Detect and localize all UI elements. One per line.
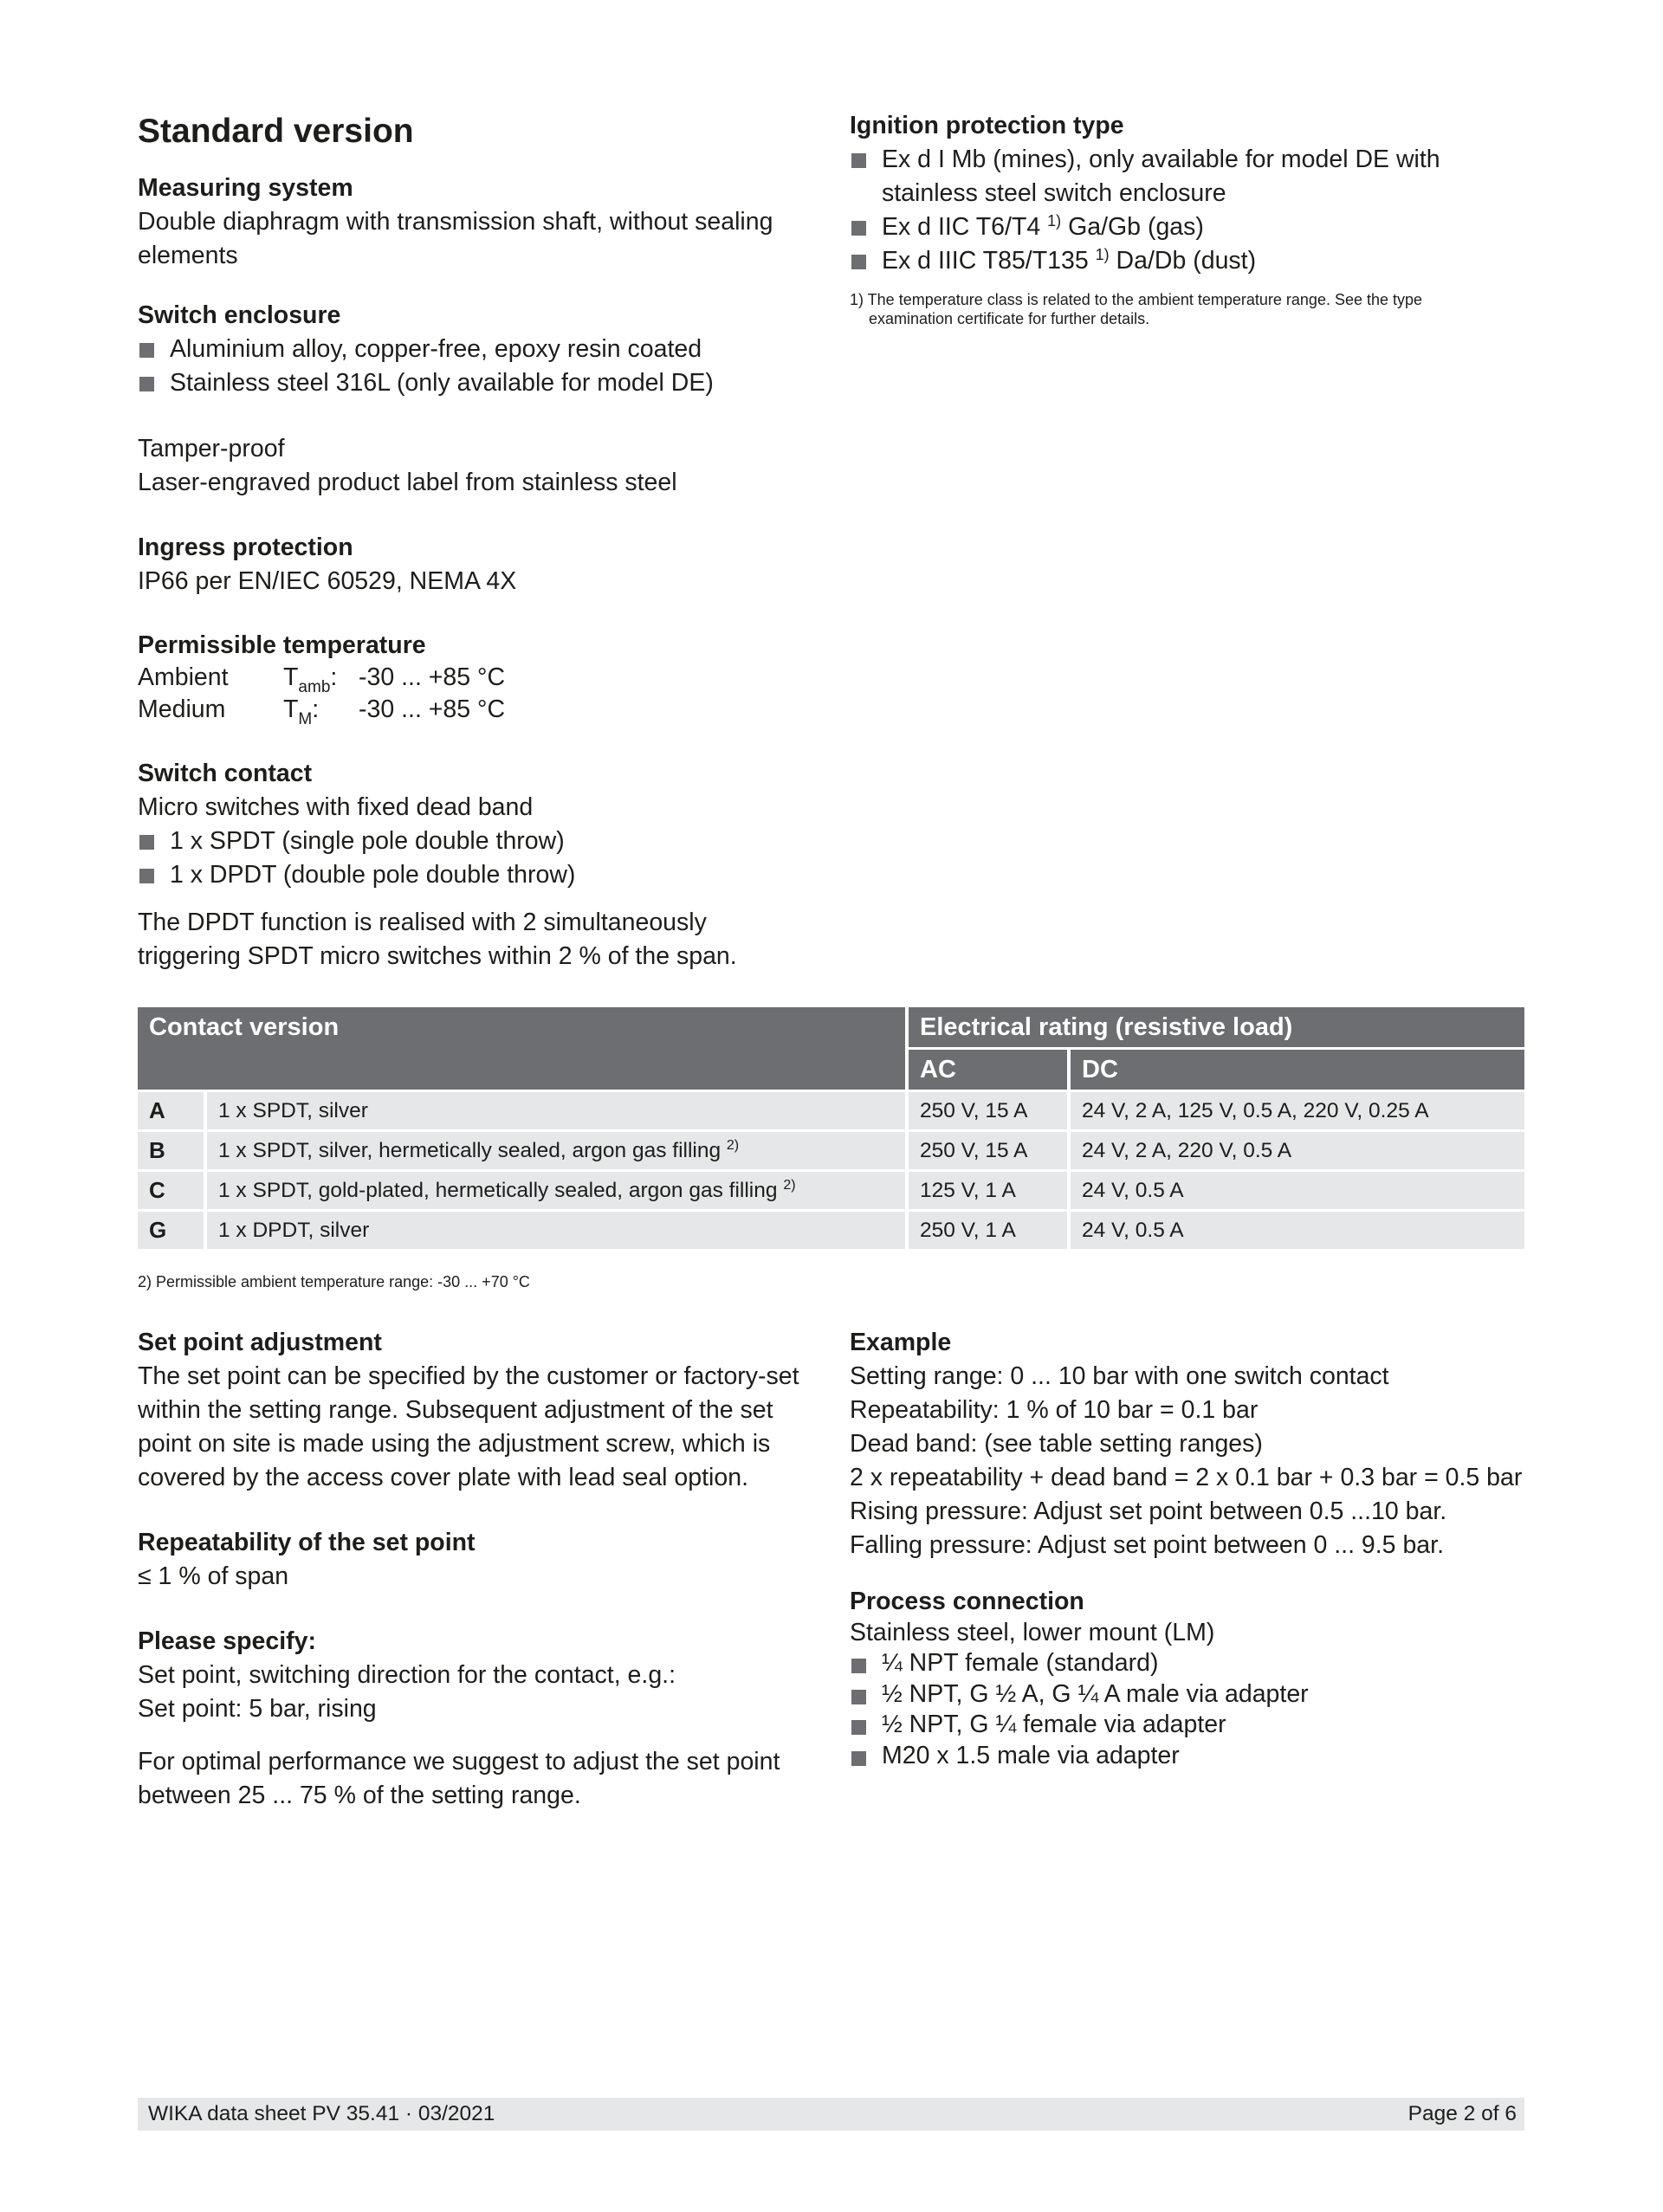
setpoint-block [138, 1326, 805, 1495]
temp-label: Medium [138, 695, 226, 723]
list-item: ½ NPT, G ½ A, G ¼ A male via adapter [850, 1679, 1543, 1711]
table-header-dc: DC [1067, 1047, 1524, 1090]
temp-label: Ambient [138, 663, 229, 691]
temperature-row-medium [138, 694, 805, 726]
example-heading: Example [850, 1329, 952, 1356]
list-item: Stainless steel 316L (only available for model DE) [138, 366, 805, 400]
temperature-block [138, 630, 805, 726]
list-item: ½ NPT, G ¼ female via adapter [850, 1710, 1543, 1741]
switch-contact-block [138, 757, 805, 973]
ignition-list [850, 143, 1543, 278]
please-specify-heading: Please specify: [138, 1627, 316, 1655]
table-row [138, 1209, 1524, 1249]
contact-code: A [138, 1090, 204, 1129]
optimal-performance-text: For optimal performance we suggest to adjust the set point between 25 ... 75 % of the setting range. [138, 1748, 780, 1809]
switch-contact-note: The DPDT function is realised with 2 simultaneously triggering SPDT micro switches within 2 % of the span. [138, 909, 737, 970]
page-footer [138, 2098, 1524, 2131]
table-row [138, 1129, 1524, 1169]
measuring-system-heading: Measuring system [138, 174, 353, 202]
contact-description: 1 x DPDT, silver [204, 1209, 905, 1249]
dc-rating: 24 V, 2 A, 220 V, 0.5 A [1067, 1129, 1524, 1169]
temperature-heading: Permissible temperature [138, 631, 426, 659]
ignition-footnote: 1) The temperature class is related to the ambient temperature range. See the type examination certificate for further details. [850, 291, 1423, 327]
right-column-bottom [850, 1326, 1543, 1771]
dc-rating: 24 V, 0.5 A [1067, 1209, 1524, 1249]
contact-version-table [138, 1007, 1524, 1249]
process-connection-block [850, 1587, 1543, 1771]
ac-rating: 125 V, 1 A [905, 1169, 1067, 1209]
dc-rating: 24 V, 2 A, 125 V, 0.5 A, 220 V, 0.25 A [1067, 1090, 1524, 1129]
section-title: Standard version [138, 113, 414, 150]
list-item: 1 x SPDT (single pole double throw) [138, 825, 805, 858]
switch-enclosure-block [138, 299, 805, 400]
switch-contact-intro: Micro switches with fixed dead band [138, 793, 534, 821]
process-connection-heading: Process connection [850, 1588, 1084, 1615]
temp-value: -30 ... +85 °C [359, 663, 506, 691]
ignition-heading: Ignition protection type [850, 112, 1124, 139]
repeatability-block [138, 1526, 805, 1594]
ac-rating: 250 V, 1 A [905, 1209, 1067, 1249]
footer-datasheet-ref: WIKA data sheet PV 35.41 · 03/2021 [148, 2102, 495, 2125]
left-column-top [138, 104, 805, 999]
example-line: 2 x repeatability + dead band = 2 x 0.1 bar + 0.3 bar = 0.5 bar [850, 1464, 1523, 1491]
please-specify-block [138, 1625, 805, 1726]
measuring-system-block [138, 171, 805, 273]
list-item: 1 x DPDT (double pole double throw) [138, 858, 805, 892]
dc-rating: 24 V, 0.5 A [1067, 1169, 1524, 1209]
please-specify-line: Set point, switching direction for the contact, e.g.: [138, 1661, 676, 1689]
switch-enclosure-heading: Switch enclosure [138, 301, 341, 329]
ingress-text: IP66 per EN/IEC 60529, NEMA 4X [138, 567, 517, 595]
setpoint-heading: Set point adjustment [138, 1329, 382, 1356]
contact-description: 1 x SPDT, gold-plated, hermetically sealed, argon gas filling $^{2)}$ [204, 1169, 905, 1209]
ac-rating: 250 V, 15 A [905, 1090, 1067, 1129]
temperature-row-ambient [138, 662, 805, 694]
table-header-contact-version: Contact version [138, 1007, 905, 1090]
table-row [138, 1169, 1524, 1209]
label-text: Laser-engraved product label from stainless steel [138, 469, 677, 496]
example-line: Dead band: (see table setting ranges) [850, 1430, 1263, 1458]
list-item: M20 x 1.5 male via adapter [850, 1741, 1543, 1772]
repeatability-heading: Repeatability of the set point [138, 1529, 476, 1556]
contact-code: G [138, 1209, 204, 1249]
process-connection-list [850, 1648, 1543, 1771]
temp-symbol: $T_M$: [283, 695, 320, 728]
list-item: Ex d IIIC T85/T135 $^{1)}$ Da/Db (dust) [850, 244, 1543, 278]
left-column-bottom [138, 1326, 805, 1813]
switch-enclosure-list [138, 333, 805, 400]
process-connection-intro: Stainless steel, lower mount (LM) [850, 1618, 1215, 1646]
contact-code: B [138, 1129, 204, 1169]
contact-description: 1 x SPDT, silver, hermetically sealed, argon gas filling $^{2)}$ [204, 1129, 905, 1169]
contact-description: 1 x SPDT, silver [204, 1090, 905, 1129]
switch-contact-heading: Switch contact [138, 760, 313, 787]
list-item: ¼ NPT female (standard) [850, 1648, 1543, 1679]
footer-page-number: Page 2 of 6 [1407, 2102, 1517, 2125]
list-item: Ex d I Mb (mines), only available for model DE with stainless steel switch enclosure [850, 143, 1543, 210]
example-line: Setting range: 0 ... 10 bar with one switch contact [850, 1362, 1389, 1390]
measuring-system-text: Double diaphragm with transmission shaft, without sealing elements [138, 208, 773, 269]
setpoint-text: The set point can be specified by the customer or factory-set within the setting range. Subsequent adjustment of the set point on site is made using the adjustment screw, which is covered by the access cover plate with lead seal option. [138, 1362, 799, 1491]
repeatability-text: ≤ 1 % of span [138, 1562, 289, 1590]
tamper-text: Tamper-proof [138, 435, 285, 462]
tamper-block [138, 432, 805, 500]
ingress-heading: Ingress protection [138, 534, 353, 561]
table-header-electrical: Electrical rating (resistive load) [905, 1007, 1524, 1047]
list-item: Ex d IIC T6/T4 $^{1)}$ Ga/Gb (gas) [850, 210, 1543, 244]
switch-contact-list [138, 825, 805, 892]
example-line: Falling pressure: Adjust set point between 0 ... 9.5 bar. [850, 1531, 1444, 1559]
table-header-ac: AC [905, 1047, 1067, 1090]
contact-code: C [138, 1169, 204, 1209]
temp-symbol: $T_{amb}$: [283, 663, 338, 696]
example-line: Rising pressure: Adjust set point between 0.5 ...10 bar. [850, 1497, 1447, 1525]
table-footnote: 2) Permissible ambient temperature range: -30 ... +70 °C [138, 1273, 530, 1290]
right-column-top [850, 104, 1543, 328]
list-item: Aluminium alloy, copper-free, epoxy resin coated [138, 333, 805, 366]
table-row [138, 1090, 1524, 1129]
example-line: Repeatability: 1 % of 10 bar = 0.1 bar [850, 1396, 1259, 1424]
temp-value: -30 ... +85 °C [359, 695, 506, 723]
example-block [850, 1326, 1543, 1562]
ingress-block [138, 531, 805, 598]
ac-rating: 250 V, 15 A [905, 1129, 1067, 1169]
please-specify-line: Set point: 5 bar, rising [138, 1695, 377, 1723]
